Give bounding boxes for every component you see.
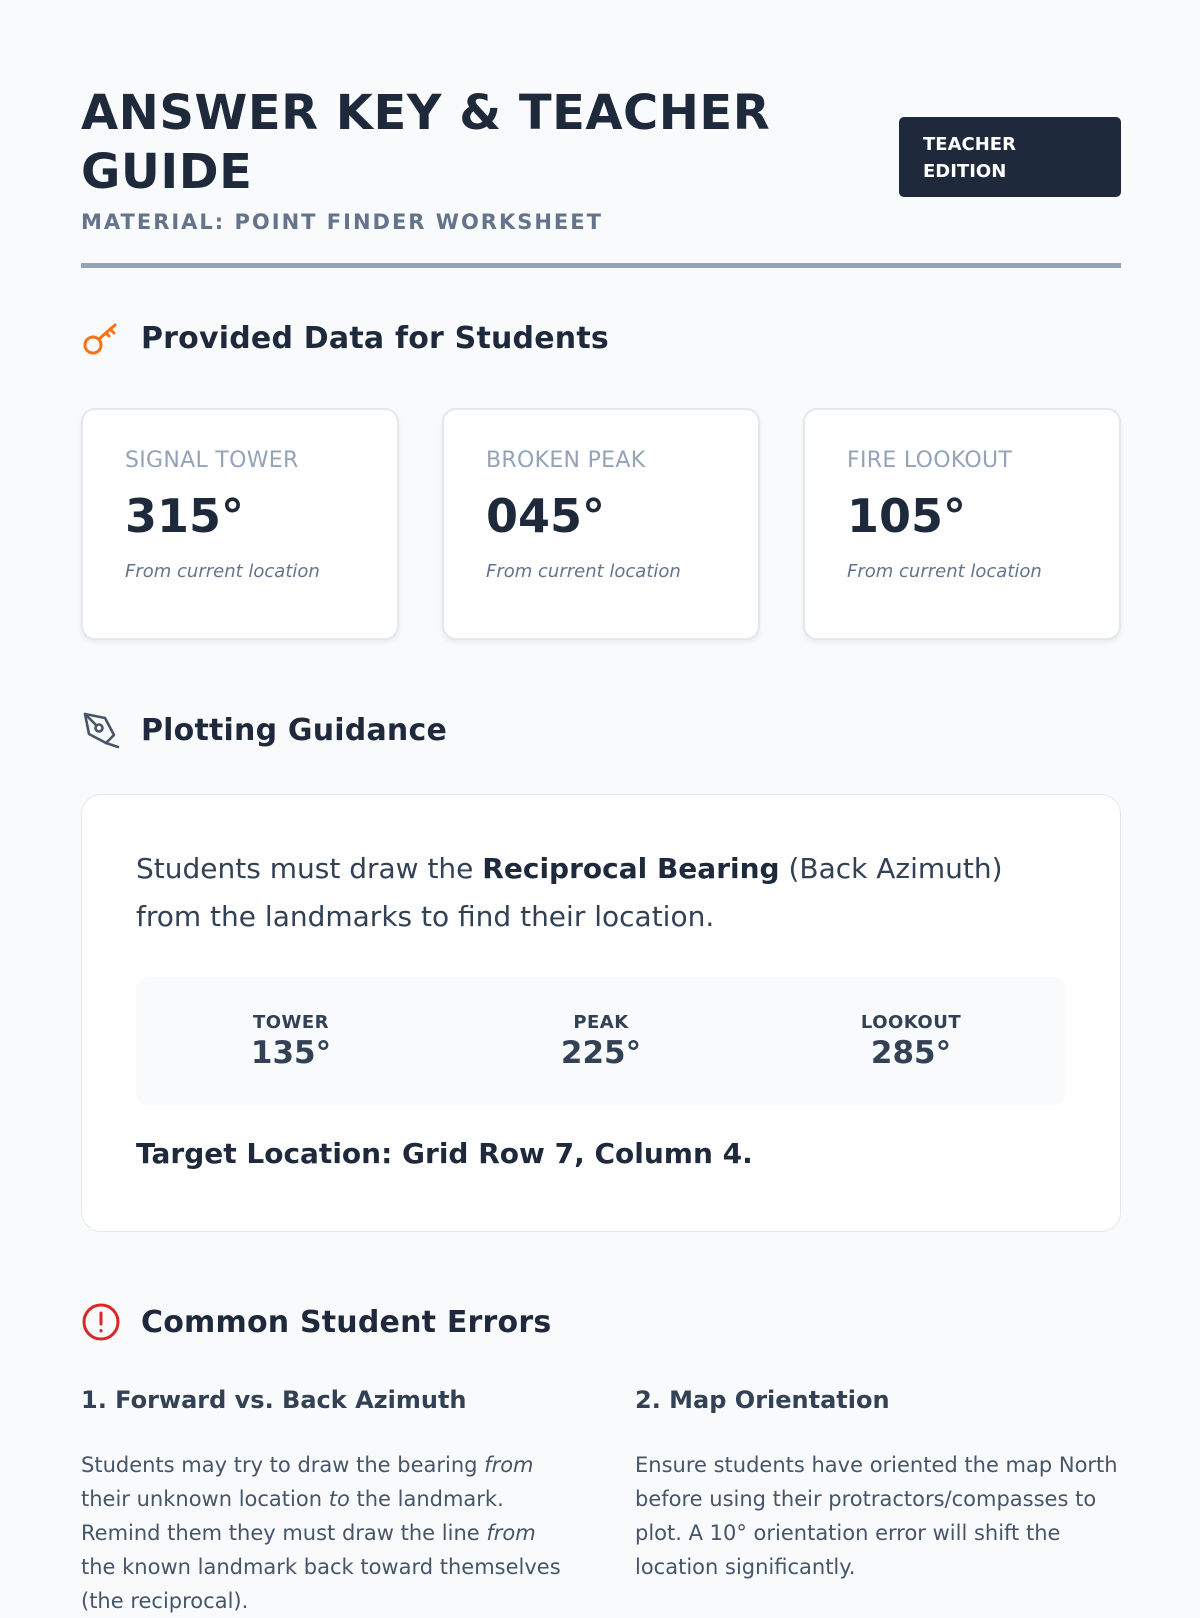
plotting-guidance-panel [81, 794, 1121, 1232]
error-description: Ensure students have oriented the map North before using their protractors/compasses to plot. A 10° orientation error will shift the location significantly. [635, 1453, 1118, 1579]
landmark-card-fire-lookout [803, 408, 1121, 640]
bearing-value: 135° [250, 1034, 332, 1071]
card-note: From current location [847, 561, 1042, 582]
section-title: Provided Data for Students [141, 320, 609, 356]
error-title: 1. Forward vs. Back Azimuth [81, 1386, 467, 1414]
document-header [81, 0, 1121, 268]
reciprocal-bearing-tower [191, 1012, 391, 1071]
reciprocal-bearings-table [136, 977, 1066, 1105]
bearing-value: 225° [560, 1034, 642, 1071]
card-note: From current location [125, 561, 320, 582]
reciprocal-bearing-term: Reciprocal Bearing [482, 852, 780, 885]
card-label: FIRE LOOKOUT [847, 448, 1013, 473]
card-label: BROKEN PEAK [486, 448, 646, 473]
landmark-card-broken-peak [442, 408, 760, 640]
error-title: 2. Map Orientation [635, 1386, 890, 1414]
common-errors-heading [81, 1302, 551, 1342]
bearing-value: 285° [870, 1034, 952, 1071]
answer-key-page [81, 0, 1121, 1613]
bearing-label: PEAK [573, 1011, 629, 1033]
guidance-text: Students must draw the Reciprocal Bearing (Back Azimuth) from the landmarks to find their location. [136, 852, 1003, 933]
card-label: SIGNAL TOWER [125, 448, 299, 473]
reciprocal-bearing-peak [501, 1012, 701, 1071]
reciprocal-bearing-lookout [811, 1012, 1011, 1071]
card-note: From current location [486, 561, 681, 582]
document-subtitle: MATERIAL: POINT FINDER WORKSHEET [81, 210, 603, 234]
plotting-guidance-heading [81, 710, 447, 750]
card-bearing: 105° [847, 489, 967, 543]
provided-data-heading [81, 318, 609, 358]
landmark-cards [81, 408, 1121, 640]
error-item-map-orientation [635, 1386, 1121, 1618]
bearing-label: TOWER [252, 1011, 330, 1033]
common-errors-list [81, 1386, 1121, 1618]
landmark-card-signal-tower [81, 408, 399, 640]
error-description: Students may try to draw the bearing from their unknown location to the landmark. Remind them they must draw the line from the known landmark back toward themselves (the reciprocal). [81, 1453, 561, 1613]
key-icon [81, 318, 121, 358]
section-title: Plotting Guidance [141, 712, 447, 748]
error-item-forward-back-azimuth [81, 1386, 573, 1618]
section-title: Common Student Errors [141, 1304, 552, 1340]
card-bearing: 315° [125, 489, 245, 543]
card-bearing: 045° [486, 489, 606, 543]
alert-circle-icon [81, 1302, 121, 1342]
bearing-label: LOOKOUT [860, 1011, 962, 1033]
teacher-edition-badge: TEACHER EDITION [899, 117, 1121, 197]
pen-tool-icon [81, 710, 121, 750]
target-location: Target Location: Grid Row 7, Column 4. [136, 1137, 753, 1170]
document-title: ANSWER KEY & TEACHER GUIDE [81, 85, 771, 200]
